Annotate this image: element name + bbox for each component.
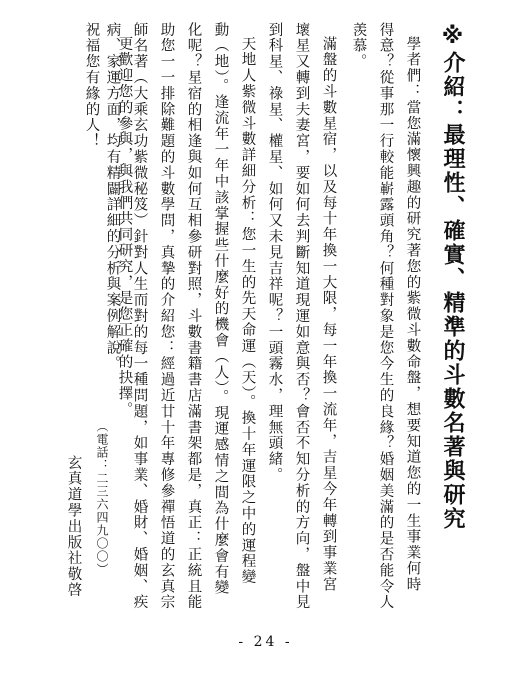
body-line-8: 動（地）。逢流年一年中該掌握些什麼好的機會（人）。現運感情之間為什麼會有變 bbox=[212, 22, 229, 596]
body-line-13: 更歡迎您的參與，與我們共同研究，是您正確的抉擇。 bbox=[116, 36, 133, 418]
body-line-12: 病、家運方面，均有精闢詳細的分析與案例解說。 bbox=[104, 22, 121, 372]
body-line-11: 師名著（大乘玄功紫微秘笈）針對人生而對的每一種問題，如事業、婚財、婚姻、疾 bbox=[131, 22, 148, 611]
page-number: - 24 - bbox=[238, 634, 293, 650]
phone-number: （電話：二三六四九〇〇） bbox=[95, 420, 109, 576]
body-line-6: 到科星、祿星、權星、如何又未見吉祥呢？一頭霧水，理無頭緒。 bbox=[266, 22, 283, 484]
body-line-2: 得意？從事那一行較能嶄露頭角？何種對象是您今生的良緣？婚姻美滿的是否能令人 bbox=[377, 22, 394, 611]
body-line-1: 學者們：當您滿懷興趣的研究著您的紫微斗數命盤，想要知道您的一生事業何時 bbox=[404, 36, 421, 593]
body-line-14: 祝福您有緣的人！ bbox=[83, 22, 100, 150]
body-line-10: 助您一一排除難題的斗數學問，真摯的介紹您：經過近廿十年專修參禪悟道的玄真宗 bbox=[158, 22, 175, 611]
body-line-9: 化呢？星宿的相逢與如何互相參研對照，斗數書籍書店滿書架都是，真正：正統且能 bbox=[185, 22, 202, 611]
body-line-3: 羡慕。 bbox=[350, 22, 367, 70]
body-line-4: 滿盤的斗數星宿，以及每十年換一大限，每一年換一流年，吉星今年轉到事業宮 bbox=[320, 36, 337, 593]
page-heading: ※介紹：最理性、確實、精準的斗數名著與研究 bbox=[440, 24, 465, 531]
body-line-5: 壞星又轉到夫妻宮，要如何去判斷知道現運如意與否？會否不知分析的方向，盤中見 bbox=[293, 22, 310, 611]
body-line-7: 天地人紫微斗數詳細分析：您一生的先天命運（天）。換十年運限之中的運程變 bbox=[239, 36, 256, 586]
publisher-signature: 玄真道學出版社敬啓 bbox=[65, 455, 82, 599]
